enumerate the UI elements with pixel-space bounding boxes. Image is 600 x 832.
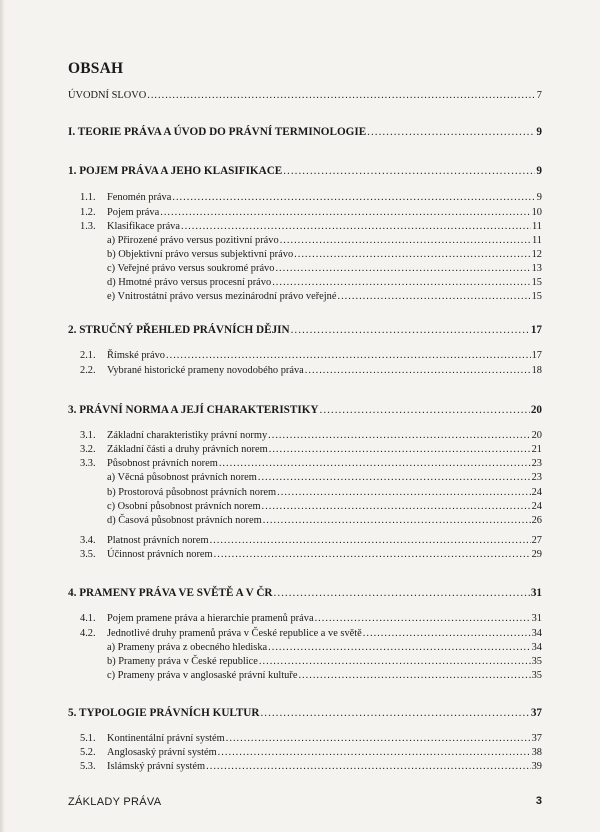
toc-entry-title: d) Hmotné právo versus procesní právo	[107, 277, 272, 288]
toc-entry-title: I. TEORIE PRÁVA A ÚVOD DO PRÁVNÍ TERMINOLOGIE	[68, 126, 367, 138]
toc-entry	[80, 457, 542, 470]
toc-entry-title: e) Vnitrostátní právo versus mezinárodní právo veřejné	[107, 291, 337, 302]
toc-dot-leader	[269, 443, 531, 456]
toc-entry	[80, 220, 542, 233]
toc-entry-page: 35	[531, 670, 542, 681]
toc-entry-page: 9	[536, 192, 542, 203]
toc-entry-page: 38	[531, 747, 542, 758]
toc-dot-leader	[259, 655, 531, 668]
toc-entry	[80, 349, 542, 362]
toc-entry	[80, 612, 542, 625]
toc-entry-title: Kontinentální právní systém	[107, 733, 225, 744]
toc-entry	[68, 165, 542, 178]
toc-entry-title: b) Objektivní právo versus subjektivní právo	[107, 249, 294, 260]
toc-entry-number: 3.1.	[80, 430, 96, 441]
toc-entry	[107, 276, 542, 289]
toc-dot-leader	[210, 534, 531, 547]
toc-entry	[80, 746, 542, 759]
toc-entry-page: 20	[531, 430, 542, 441]
toc-entry-page: 17	[531, 350, 542, 361]
toc-entry-title: Působnost právních norem	[107, 458, 218, 469]
toc-entry-page: 23	[531, 472, 542, 483]
page-spine-shadow	[0, 0, 5, 832]
toc-entry-page: 34	[531, 642, 542, 653]
toc-dot-leader	[218, 746, 531, 759]
toc-entry-number: 2.2.	[80, 365, 96, 376]
toc-dot-leader	[214, 548, 531, 561]
toc-dot-leader	[172, 191, 535, 204]
toc-dot-leader	[298, 669, 530, 682]
toc-entry	[68, 707, 542, 720]
toc-entry-page: 34	[531, 628, 542, 639]
toc-entry-title: Fenomén práva	[107, 192, 172, 203]
toc-dot-leader	[258, 471, 531, 484]
toc-entry-number: 2.1.	[80, 350, 96, 361]
toc-entry	[80, 760, 542, 773]
toc-entry-title: c) Veřejné právo versus soukromé právo	[107, 263, 275, 274]
toc-entry-title: a) Věcná působnost právních norem	[107, 472, 257, 483]
toc-entry-page: 29	[531, 549, 542, 560]
toc-dot-leader	[283, 165, 535, 178]
toc-entry-page: 15	[531, 277, 542, 288]
toc-entry-title: Pojem práva	[107, 207, 160, 218]
toc-dot-leader	[268, 429, 530, 442]
toc-entry-number: 5.2.	[80, 747, 96, 758]
toc-dot-leader	[226, 732, 531, 745]
toc-dot-leader	[291, 324, 530, 337]
toc-entry-page: 23	[531, 458, 542, 469]
toc-entry	[80, 364, 542, 377]
toc-dot-leader	[260, 707, 529, 720]
toc-entry-page: 13	[531, 263, 542, 274]
toc-entry-page: 37	[530, 707, 542, 719]
toc-entry-title: a) Přirozené právo versus pozitivní právo	[107, 235, 279, 246]
toc-entry-page: 7	[536, 90, 542, 101]
toc-entry	[68, 587, 542, 600]
toc-entry-number: 5.1.	[80, 733, 96, 744]
toc-entry-page: 10	[531, 207, 542, 218]
toc-dot-leader	[181, 220, 531, 233]
toc-entry-page: 20	[530, 404, 542, 416]
toc-entry-page: 26	[531, 515, 542, 526]
toc-entry	[80, 443, 542, 456]
toc-entry-number: 3.3.	[80, 458, 96, 469]
toc-entry-page: 9	[536, 165, 542, 177]
toc-entry-title: Základní charakteristiky právní normy	[107, 430, 268, 441]
toc-entry-title: c) Osobní působnost právních norem	[107, 501, 261, 512]
footer-page-number: 3	[535, 795, 542, 807]
toc-entry	[80, 627, 542, 640]
toc-entry	[107, 514, 542, 527]
toc-entry-title: b) Prostorová působnost právních norem	[107, 487, 277, 498]
toc-entry	[107, 669, 542, 682]
toc-dot-leader	[363, 627, 531, 640]
toc-entry	[107, 641, 542, 654]
toc-entry	[68, 404, 542, 417]
toc-entry-title: Klasifikace práva	[107, 221, 180, 232]
toc-entry-title: 3. PRÁVNÍ NORMA A JEJÍ CHARAKTERISTIKY	[68, 404, 319, 416]
toc-dot-leader	[315, 612, 531, 625]
toc-entry-title: Účinnost právních norem	[107, 549, 213, 560]
toc-entry-title: d) Časová působnost právních norem	[107, 515, 262, 526]
toc-entry-page: 11	[531, 221, 542, 232]
toc-dot-leader	[268, 641, 530, 654]
toc-entry-page: 35	[531, 656, 542, 667]
toc-entry	[107, 486, 542, 499]
toc-entry-title: Pojem pramene práva a hierarchie pramenů práva	[107, 613, 314, 624]
toc-entry-page: 31	[531, 613, 542, 624]
toc-entry	[107, 471, 542, 484]
toc-dot-leader	[206, 760, 530, 773]
toc-dot-leader	[337, 290, 530, 303]
toc-entry-number: 5.3.	[80, 761, 96, 772]
toc-entry-page: 24	[531, 487, 542, 498]
toc-entry-title: 5. TYPOLOGIE PRÁVNÍCH KULTUR	[68, 707, 260, 719]
toc-entry-number: 1.3.	[80, 221, 96, 232]
toc-entry	[107, 500, 542, 513]
toc-entry	[107, 248, 542, 261]
toc-entry-page: 27	[531, 535, 542, 546]
toc-entry	[107, 234, 542, 247]
toc-entry	[80, 191, 542, 204]
toc-entry-title: c) Prameny práva v anglosaské právní kultuře	[107, 670, 298, 681]
toc-dot-leader	[305, 364, 531, 377]
toc-entry-number: 4.2.	[80, 628, 96, 639]
toc-entry	[107, 262, 542, 275]
toc-entry-page: 39	[531, 761, 542, 772]
toc-entry-number: 1.1.	[80, 192, 96, 203]
toc-entry-page: 18	[531, 365, 542, 376]
toc-entry-number: 1.2.	[80, 207, 96, 218]
toc-entry-title: Vybrané historické prameny novodobého práva	[107, 365, 304, 376]
toc-entry-number: 4.1.	[80, 613, 96, 624]
toc-entry-title: a) Prameny práva z obecného hlediska	[107, 642, 268, 653]
toc-entry-title: Islámský právní systém	[107, 761, 206, 772]
toc-entry-number: 3.2.	[80, 444, 96, 455]
footer-book-title: ZÁKLADY PRÁVA	[68, 796, 162, 808]
toc-dot-leader	[274, 587, 530, 600]
toc-entry-title: Římské právo	[107, 350, 166, 361]
toc-entry-title: Anglosaský právní systém	[107, 747, 217, 758]
toc-entry	[68, 89, 542, 102]
toc-entry-page: 9	[536, 126, 542, 138]
toc-entry-title: ÚVODNÍ SLOVO	[68, 90, 147, 101]
toc-dot-leader	[275, 262, 530, 275]
toc-dot-leader	[147, 89, 536, 102]
toc-dot-leader	[263, 514, 531, 527]
toc-dot-leader	[219, 457, 531, 470]
toc-entry-title: 4. PRAMENY PRÁVA VE SVĚTĚ A V ČR	[68, 587, 273, 599]
toc-entry	[80, 429, 542, 442]
toc-dot-leader	[272, 276, 530, 289]
toc-dot-leader	[320, 404, 530, 417]
toc-dot-leader	[277, 486, 530, 499]
toc-entry-number: 3.5.	[80, 549, 96, 560]
toc-dot-leader	[294, 248, 530, 261]
toc-entry	[107, 290, 542, 303]
toc-entry	[68, 324, 542, 337]
toc-entry-page: 21	[531, 444, 542, 455]
toc-entry-title: 2. STRUČNÝ PŘEHLED PRÁVNÍCH DĚJIN	[68, 324, 290, 336]
toc-entry	[68, 126, 542, 139]
toc-entry	[80, 534, 542, 547]
toc-entry-title: b) Prameny práva v České republice	[107, 656, 258, 667]
toc-entry-page: 37	[531, 733, 542, 744]
toc-dot-leader	[160, 206, 530, 219]
toc-entry-title: 1. POJEM PRÁVA A JEHO KLASIFIKACE	[68, 165, 283, 177]
toc-entry	[80, 206, 542, 219]
toc-dot-leader	[280, 234, 531, 247]
toc-dot-leader	[262, 500, 531, 513]
toc-entry-page: 17	[530, 324, 542, 336]
toc-entry-page: 24	[531, 501, 542, 512]
toc-entry	[80, 732, 542, 745]
toc-entry-page: 15	[531, 291, 542, 302]
toc-dot-leader	[166, 349, 531, 362]
toc-dot-leader	[367, 126, 535, 139]
toc-entry-number: 3.4.	[80, 535, 96, 546]
toc-entry-title: Jednotlivé druhy pramenů práva v České republice a ve světě	[107, 628, 362, 639]
page-title: OBSAH	[68, 60, 124, 77]
toc-entry-page: 12	[531, 249, 542, 260]
toc-entry-title: Základní části a druhy právních norem	[107, 444, 268, 455]
toc-entry	[107, 655, 542, 668]
toc-entry-page: 11	[531, 235, 542, 246]
toc-entry-title: Platnost právních norem	[107, 535, 209, 546]
toc-entry-page: 31	[530, 587, 542, 599]
toc-entry	[80, 548, 542, 561]
